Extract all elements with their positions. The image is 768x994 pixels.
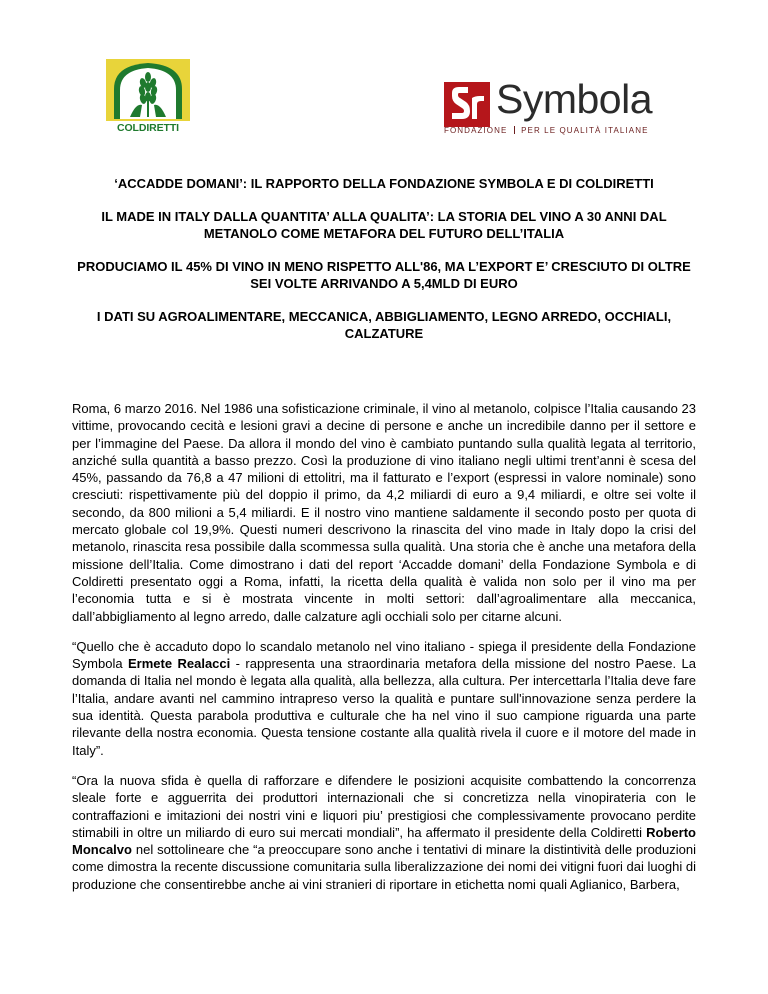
press-release-headings <box>72 175 696 358</box>
tagline-divider <box>514 126 515 134</box>
quote-text-start: “Quello che è accaduto dopo lo scandalo metanolo nel vino italiano - spiega il presidente della Fondazione Symbola <box>72 638 696 672</box>
headline-figures: PRODUCIAMO IL 45% DI VINO IN MENO RISPETTO ALL'86, MA L’EXPORT E’ CRESCIUTO DI OLTRE SEI VOLTE ARRIVANDO A 5,4MLD DI EURO <box>77 259 691 291</box>
paragraph-intro: Roma, 6 marzo 2016. Nel 1986 una sofisticazione criminale, il vino al metanolo, colpisce l’Italia causando 23 vittime, provocando cecità e lesioni gravi a decine di persone e anche un incredibile danno per il settore e per l’immagine del Paese. Da allora il mondo del vino è cambiato puntando sulla qualità legata al territorio, anziché sulla quantità a basso prezzo. Così la produzione di vino italiano negli ultimi trent’anni è scesa del 45%, passando da 76,8 a 47 milioni di ettolitri, ma il fatturato e l’export (espressi in valore nominale) sono cresciuti: rispettivamente più del doppio il primo, da 4,2 miliardi di euro a 9,4 miliardi, e oltre sei volte il secondo, da 800 milioni a 5,4 miliardi. E il nostro vino mantiene saldamente il secondo posto per quota di mercato globale col 19,9%. Questi numeri descrivono la rinascita del vino made in Italy dopo la crisi del metanolo, rinascita resa possibile dalla scommessa sulla qualità. Una storia che è anche una metafora della missione dell’Italia. Come dimostrano i dati del report ‘Accadde domani’ della Fondazione Symbola e di Coldiretti presentato oggi a Roma, infatti, la ricetta della qualità è valida non solo per il vino ma per l’economia tutta e si è mostrata vincente in molti settori: dall’agroalimentare alla meccanica, dall’abbigliamento al legno arredo, dalle calzature agli occhiali solo per citarne alcuni. <box>72 401 696 624</box>
paragraph-realacci-quote <box>72 638 696 759</box>
quote-text-end: nel sottolineare che “a preoccupare sono anche i tentativi di minare la distintività delle produzioni come dimostra la recente discussione comunitaria sulla liberalizzazione dei nomi dei vitigni fuori dai luoghi di produzione che consentirebbe anche ai vini stranieri di riportare in etichetta nomi quali Aglianico, Barbera, <box>72 842 696 892</box>
coldiretti-emblem-icon <box>106 59 190 121</box>
symbola-mark-icon <box>444 82 490 127</box>
quote-text-start: “Ora la nuova sfida è quella di rafforzare e difendere le posizioni acquisite combattendo la concorrenza sleale forte e agguerrita dei produttori internazionali che si concretizza nella vinopirateria con le contraffazioni e imitazioni dei nostri vini e liquori piu’ prestigiosi che complessivamente provocano perdite stimabili in oltre un miliardo di euro sui mercati mondiali”, ha affermato il presidente della Coldiretti <box>72 772 696 840</box>
speaker-name: Ermete Realacci <box>128 656 231 672</box>
quote-text-end: - rappresenta una straordinaria metafora della missione del nostro Paese. La domanda di Italia nel mondo è legata alla qualità, alla bellezza, alla cultura. Per intercettarla l’Italia deve fare l’Italia, andare avanti nel cammino intrapreso verso la qualità e puntare sull'innovazione senza perdere la sua identità. Questa parabola produttiva e culturale che ha nel vino il suo campione riguarda una parte rilevante della nostra economia. Questa tensione costante alla qualità rivela il cuore e il motore del made in Italy”. <box>72 656 696 758</box>
article-body <box>72 400 696 906</box>
symbola-tagline-part2: PER LE QUALITÀ ITALIANE <box>521 126 649 135</box>
headline-main: ‘ACCADDE DOMANI’: IL RAPPORTO DELLA FONDAZIONE SYMBOLA E DI COLDIRETTI <box>114 176 654 191</box>
speaker-name: Roberto Moncalvo <box>72 824 696 858</box>
symbola-tagline-part1: FONDAZIONE <box>444 126 508 135</box>
coldiretti-wordmark: COLDIRETTI <box>117 122 179 134</box>
coldiretti-logo <box>106 59 190 135</box>
symbola-tagline <box>444 126 694 135</box>
paragraph-moncalvo-quote <box>72 772 696 893</box>
headline-secondary: IL MADE IN ITALY DALLA QUANTITA’ ALLA QUALITA’: LA STORIA DEL VINO A 30 ANNI DAL METANOLO COME METAFORA DEL FUTURO DELL’ITALIA <box>101 209 667 241</box>
headline-sectors: I DATI SU AGROALIMENTARE, MECCANICA, ABBIGLIAMENTO, LEGNO ARREDO, OCCHIALI, CALZATURE <box>96 309 672 341</box>
symbola-logo <box>444 76 694 137</box>
symbola-wordmark: Symbola <box>496 76 653 122</box>
